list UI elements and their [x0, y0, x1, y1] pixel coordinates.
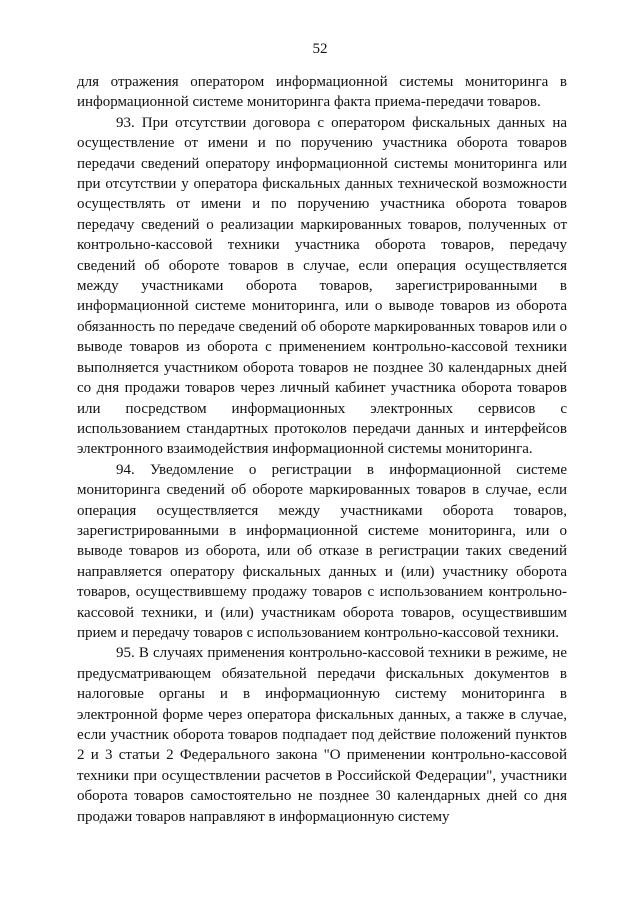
paragraph-95: 95. В случаях применения контрольно-кассовой техники в режиме, не предусматривающем обязательной передачи фискальных документов в налоговые органы и в информационную систему мониторинга в электронной форме через оператора фискальных данных, а также в случае, если участник оборота товаров подпадает под действие положений пунктов 2 и 3 статьи 2 Федерального закона "О применении контрольно-кассовой техники при осуществлении расчетов в Российской Федерации", участники оборота товаров самостоятельно не позднее 30 календарных дней со дня продажи товаров направляют в информационную систему	[77, 645, 567, 825]
paragraph-93: 93. При отсутствии договора с оператором фискальных данных на осуществление от имени и по поручению участника оборота товаров передачи сведений оператору информационной системы мониторинга или при отсутствии у оператора фискальных данных технической возможности осуществлять от имени и по поручению участника оборота товаров передачу сведений о реализации маркированных товаров, полученных от контрольно-кассовой техники участника оборота товаров, передачу сведений об обороте товаров в случае, если операция осуществляется между участниками оборота товаров, зарегистрированными в информационной системе мониторинга, или о выводе товаров из оборота обязанность по передаче сведений об обороте маркированных товаров или о выводе товаров из оборота с применением контрольно-кассовой техники выполняется участником оборота товаров не позднее 30 календарных дней со дня продажи товаров через личный кабинет участника оборота товаров или посредством информационных электронных сервисов с использованием стандартных протоколов передачи данных и интерфейсов электронного взаимодействия информационной системы мониторинга.	[77, 114, 567, 458]
paragraph-94: 94. Уведомление о регистрации в информационной системе мониторинга сведений об обороте маркированных товаров в случае, если операция осуществляется между участниками оборота товаров, зарегистрированными в информационной системе мониторинга, или о выводе товаров из оборота, или об отказе в регистрации таких сведений направляется оператору фискальных данных и (или) участнику оборота товаров, осуществившему продажу товаров с использованием контрольно-кассовой техники, и (или) участникам оборота товаров, осуществившим прием и передачу товаров с использованием контрольно-кассовой техники.	[77, 461, 567, 641]
paragraph-continuation: для отражения оператором информационной системы мониторинга в информационной системе мониторинга факта приема-передачи товаров.	[77, 74, 567, 111]
page-number: 52	[312, 41, 328, 57]
document-body	[77, 72, 567, 827]
